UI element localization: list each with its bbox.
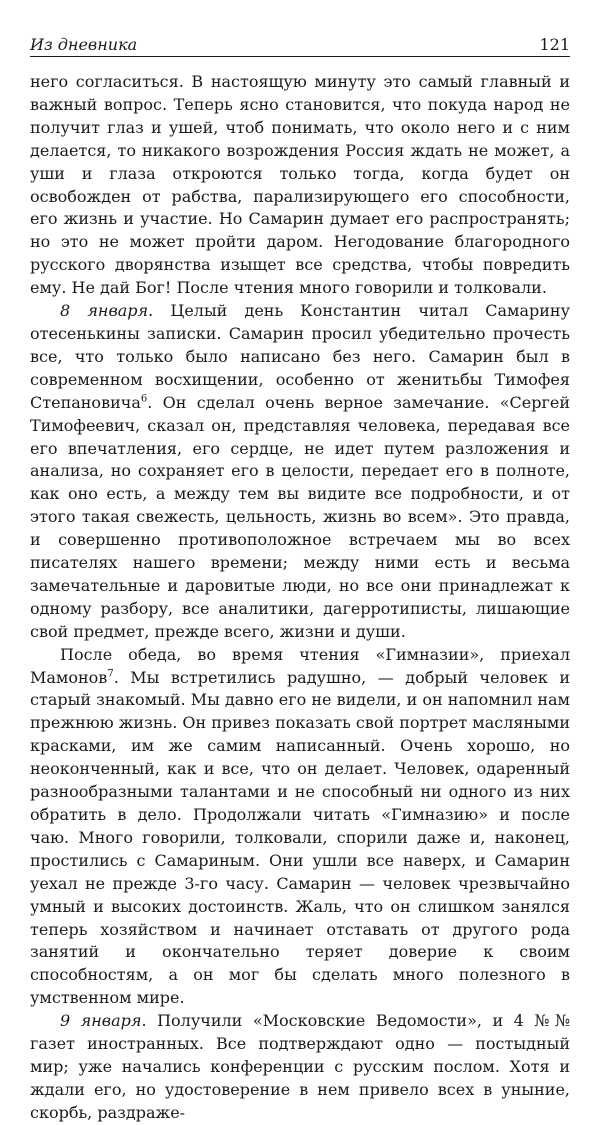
paragraph-text: него согласиться. В настоящую минуту это самый главный и важный вопрос. Теперь ясно становится, что покуда народ не получит глаз и ушей, чтоб понимать, что около него и с ним делается, то никакого возрождения Россия ждать не может, а уши и глаза откроются только тогда, когда будет он освобожден от рабства, парализирующего его способности, его жизнь и участие. Но Самарин думает его распространять; но это не может пройти даром. Негодование благородного русского дворянства изыщет все средства, чтобы повредить ему. Не дай Бог! После чтения много говорили и толковали.	[30, 72, 570, 298]
page-body	[30, 71, 570, 1125]
paragraph	[30, 300, 570, 644]
diary-date: 9 января	[60, 1011, 142, 1031]
page-header	[30, 30, 570, 57]
paragraph	[30, 71, 570, 300]
paragraph-text: После обеда, во время чтения «Гимназии», приехал Мамонов	[30, 644, 570, 687]
footnote-marker: 7	[107, 668, 114, 680]
paragraph-text: . Он сделал очень верное замечание. «Сергей Тимофеевич, сказал он, представляя человека, передавая все его впечатления, его сердце, не идет путем разложения и анализа, но сохраняет его в целости, передает его в полноте, как оно есть, а между тем вы видите все подробности, и от этого такая свежесть, цельность, жизнь во всем». Это правда, и совершенно противоположное встречаем мы во всех писателях нашего времени; между ними есть и весьма замечательные и даровитые люди, но все они принадлежат к одному разбору, все аналитики, дагерротиписты, лишающие свой предмет, прежде всего, жизни и души.	[30, 392, 570, 641]
footnote-marker: 6	[140, 393, 148, 405]
paragraph	[30, 644, 570, 1011]
paragraph-text: . Мы встретились радушно, — добрый человек и старый знакомый. Мы давно его не видели, и он напомнил нам прежнюю жизнь. Он привез показать свой портрет масляными красками, им же самим написанный. Очень хорошо, но неоконченный, как и все, что он делает. Человек, одаренный разнообразными талантами и не способный ни одного из них обратить в дело. Продолжали читать «Гимназию» и после чаю. Много говорили, толковали, спорили даже и, наконец, простились с Самариным. Они ушли все наверх, и Самарин уехал не прежде 3-го часу. Самарин — человек чрезвычайно умный и высоких достоинств. Жаль, что он слишком занялся теперь хозяйством и начинает отставать от другого рода занятий и окончательно теряет доверие к своим способностям, а он мог бы сделать много полезного в умственном мире.	[30, 667, 570, 1008]
diary-date: 8 января	[60, 301, 149, 321]
paragraph-text: . Целый день Константин читал Самарину отесенькины записки. Самарин просил убедительно прочесть все, что только было написано без него. Самарин был в современном восхищении, особенно от женитьбы Тимофея Степановича	[30, 301, 570, 412]
page-number: 121	[539, 35, 570, 54]
paragraph	[30, 1010, 570, 1125]
running-title: Из дневника	[30, 35, 138, 54]
paragraph-text: . Получили «Московские Ведомости», и 4 №№ газет иностранных. Все подтверждают одно — постыдный мир; уже начались конференции с русским послом. Хотя и ждали его, но удостоверение в нем привело всех в уныние, скорбь, раздраже-	[30, 1011, 570, 1122]
book-page	[30, 30, 570, 1125]
